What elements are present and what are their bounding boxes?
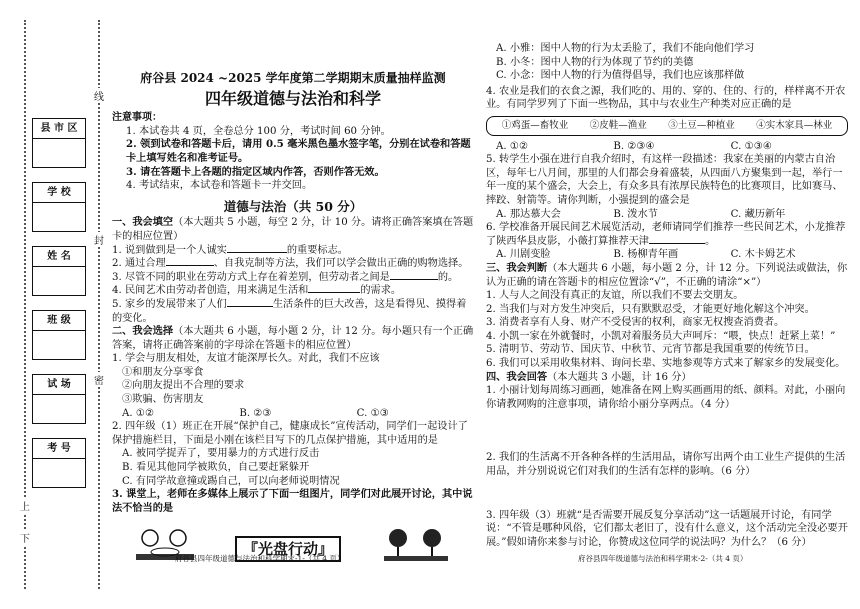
notes-title: 注意事项： [112, 112, 162, 124]
option-c[interactable]: C. 有同学故意撞或踢自己，可以向老师说明情况 [122, 475, 340, 487]
option-b[interactable]: B. ②③ [239, 407, 272, 419]
fill-question: 3. 尽管不同的职业在劳动方式上存在着差别，但劳动者之间是 的。 [112, 271, 459, 283]
product-item: ①鸡蛋—畜牧业 [501, 119, 569, 131]
part1-heading: 一、我会填空（本大题共 5 小题，每空 2 分，计 10 分。请将正确答案填在答题卡的相应位置） [112, 216, 474, 242]
field-class[interactable]: 班 级 [32, 310, 86, 360]
exam-title: 府谷县 2024 ~2025 学年度第二学期期末质量抽样监测 [140, 71, 446, 85]
judge-item: 3. 消费者享有人身、财产不受侵害的权利，商家无权搜查消费者。 [486, 317, 785, 329]
note-item: 4. 考试结束，本试卷和答题卡一并交回。 [126, 180, 313, 192]
choice-options [112, 407, 474, 421]
clean-plate-slogan: 『光盘行动』 [235, 536, 341, 562]
product-item: ②皮鞋—渔业 [589, 119, 647, 131]
binding-mark: 封 [92, 232, 106, 247]
choice-question-2: 2. 四年级（1）班正在开展“保护自己，健康成长”宣传活动，同学们一起设计了保护措施栏目，下面是小刚在该栏目写下的几点保护措施，其中适用的是 [112, 421, 468, 446]
fill-question: 4. 民间艺术由劳动者创造，用来满足生活和 的需求。 [112, 285, 402, 297]
judge-item: 6. 我们可以采用收集材料、询问长辈、实地参观等方式来了解家乡的发展变化。 [486, 358, 846, 370]
option-b[interactable]: B. 杨柳青年画 [613, 249, 679, 261]
option-a[interactable]: A. 那达慕大会 [496, 208, 561, 220]
wasteful-diners-illustration [130, 524, 200, 574]
answer-space [486, 411, 848, 451]
binding-dotted-line-right [98, 20, 100, 589]
note-item: 3. 请在答题卡上各题的指定区域内作答，否则作答无效。 [126, 165, 385, 178]
field-county[interactable]: 县 市 区 [32, 118, 86, 168]
page-2-column [486, 42, 848, 549]
part2-heading: 二、我会选择（本大题共 6 小题，每小题 2 分，计 12 分。每小题只有一个正确答案，请将正确答案前的字母涂在答题卡的相应位置） [112, 325, 474, 351]
field-school[interactable]: 学 校 [32, 182, 86, 232]
option-a[interactable]: A. 川剧变脸 [496, 249, 551, 261]
binding-mark: 密 [92, 372, 106, 387]
option-c[interactable]: C. 藏历新年 [730, 208, 786, 220]
answer-question-3: 3. 四年级（3）班就“是否需要开展反复分享活动”这一话题展开讨论，有同学说：“不管是哪种风俗，它们都太老旧了，没有什么意义，这个活动完全没必要开展。”假如请你来参与讨论，你赞成这位同学的说法吗？为什么？（6 分） [486, 509, 848, 548]
fill-question: 2. 通过合理 、自我克制等方法，我们可以学会做出正确的购物选择。 [112, 258, 469, 270]
binding-mark: 上 [18, 498, 32, 513]
product-item: ③土豆—种植业 [668, 119, 735, 131]
field-name[interactable]: 姓 名 [32, 246, 86, 296]
choice-question-3: 3. 课堂上，老师在多媒体上展示了下面一组图片，同学们对此展开讨论，其中说法不恰当的是 [112, 488, 473, 514]
judge-item: 2. 当我们与对方发生冲突后，只有默默忍受，才能更好地化解这个冲突。 [486, 303, 815, 315]
product-item: ④实木家具—林业 [756, 119, 833, 131]
answer-question-2: 2. 我们的生活离不开各种各样的生活用品，请你写出两个由工业生产提供的生活用品，并分别说说它们对我们的生活有怎样的影响。（6 分） [486, 452, 846, 478]
statement-item: ①和朋友分享零食 [122, 366, 204, 378]
option-c[interactable]: C. ①③④ [730, 140, 772, 152]
choice-question-5: 5. 转学生小强在进行自我介绍时，有这样一段描述：我家在美丽的内蒙古自治区，每年七八月间，那里的人们都会身着盛装，从四面八方聚集到一起，举行一年一度的某个盛会，大会上，有众多具有浓厚民族特色的比赛项目，比如赛马、摔跤、射箭等。请你判断，小强提到的盛会是 [486, 154, 843, 206]
note-item: 1. 本试卷共 4 页，全卷总分 100 分，考试时间 60 分钟。 [126, 125, 391, 137]
binding-mark: 下 [18, 530, 32, 545]
section-title: 道德与法治（共 50 分） [223, 198, 363, 214]
fill-question: 5. 家乡的发展带来了人们 生活条件的巨大改善，这是看得见、摸得着的变化。 [112, 298, 467, 324]
binding-mark: 线 [92, 88, 106, 103]
statement-item: ③欺骗、伤害朋友 [122, 394, 204, 406]
option-a[interactable]: A. 小雅：图中人物的行为太丢脸了，我们不能向他们学习 [496, 43, 755, 54]
option-b[interactable]: B. 泼水节 [613, 208, 658, 220]
judge-item: 5. 清明节、劳动节、国庆节、中秋节、元宵节都是我国重要的传统节日。 [486, 344, 815, 356]
judge-item: 1. 人与人之间没有真正的友谊，所以我们不要去交朋友。 [486, 290, 744, 302]
option-a[interactable]: A. ①② [122, 407, 155, 419]
part3-heading: 三、我会判断（本大题共 6 小题，每小题 2 分，计 12 分。下列说法或做法，你认为正确的请在答题卡的相应位置涂“√”，不正确的请涂“×”） [486, 261, 848, 288]
fill-question: 1. 说到做到是一个人诚实 的重要标志。 [112, 244, 348, 256]
option-c[interactable]: C. 木卡姆艺术 [730, 249, 796, 261]
exam-subject-title: 四年级道德与法治和科学 [204, 88, 381, 108]
statement-item: ②向朋友提出不合理的要求 [122, 380, 245, 392]
choice-options [486, 248, 848, 262]
note-item: 2. 领到试卷和答题卡后，请用 0.5 毫米黑色墨水签字笔，分别在试卷和答题卡上填写姓名和准考证号。 [126, 138, 471, 164]
page-footer: 府谷县四年级道德与法治和科学期末-2-（共 4 页） [578, 554, 748, 563]
diners-illustration [376, 524, 456, 574]
option-b[interactable]: B. 小冬：图中人物的行为体现了节约的美德 [496, 56, 694, 68]
field-exam-room[interactable]: 试 场 [32, 374, 86, 424]
choice-options [486, 140, 848, 154]
field-exam-number[interactable]: 考 号 [32, 438, 86, 488]
judge-item: 4. 小凯一家在外就餐时，小凯对着服务员大声呵斥：“喂，快点！赶紧上菜！” [486, 330, 836, 342]
choice-options [486, 208, 848, 222]
option-b[interactable]: B. ②③④ [613, 140, 655, 152]
option-a[interactable]: A. ①② [496, 140, 529, 152]
option-c[interactable]: C. ①③ [356, 407, 389, 419]
option-b[interactable]: B. 看见其他同学被欺负，自己要赶紧躲开 [122, 462, 310, 474]
part4-heading: 四、我会回答（本大题共 3 小题，计 16 分） [486, 370, 692, 383]
page-1-column [112, 40, 474, 575]
choice-question-6: 6. 学校准备开展民间艺术展览活动，老师请同学们推荐一些民间艺术，小龙推荐了陕西华县皮影，小薇打算推荐天津 。 [486, 222, 846, 247]
choice-question-1: 1. 学会与朋友相处，友谊才能深厚长久。对此，我们不应该 [112, 353, 380, 365]
binding-strip [0, 0, 110, 609]
answer-space [486, 479, 848, 509]
choice-question-4: 4. 农业是我们的衣食之源，我们吃的、用的、穿的、住的、行的，样样离不开农业。有同学罗列了下面一些物品，其中与农业生产种类对应正确的是 [486, 85, 846, 111]
option-c[interactable]: C. 小念：图中人物的行为值得倡导，我们也应该那样做 [496, 70, 745, 82]
answer-question-1: 1. 小丽计划每周练习画画，她准备在网上购买画画用的纸、颜料。对此，小丽向你请教网购的注意事项，请你给小丽分享两点。（4 分） [486, 385, 846, 410]
page-footer: 府谷县四年级道德与法治和科学期末-1-（共 4 页） [175, 554, 345, 563]
illustration-row [112, 523, 474, 575]
option-a[interactable]: A. 被同学捉弄了，要用暴力的方式进行反击 [122, 448, 320, 460]
product-list-box [486, 116, 848, 136]
